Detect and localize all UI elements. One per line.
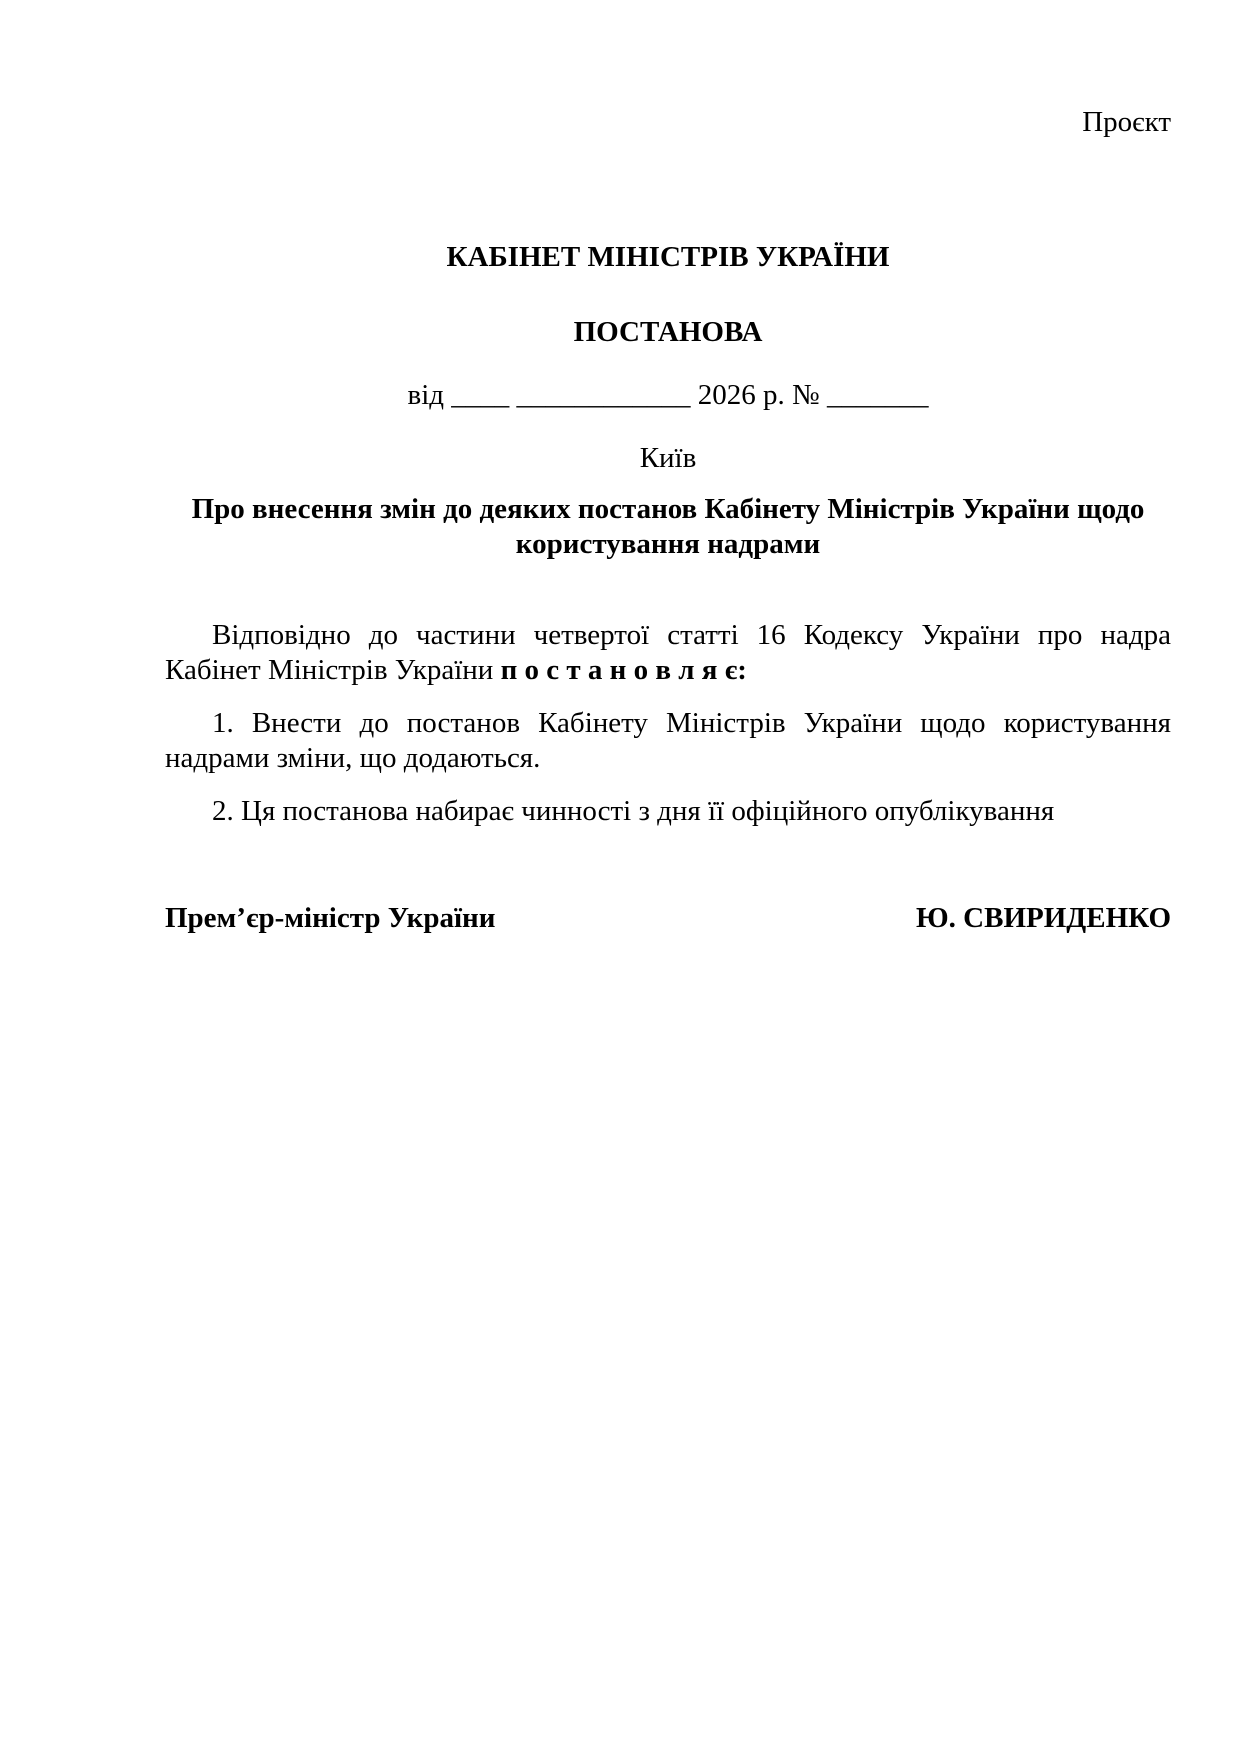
date-number-line: від ____ ____________ 2026 р. № _______: [407, 379, 929, 411]
preamble-resolves-text: п о с т а н о в л я є:: [500, 654, 747, 686]
resolution-item-1: 1. Внести до постанов Кабінету Міністрів України щодо користування надрами зміни, що додаються.: [165, 707, 1171, 774]
signatory-position: Прем’єр-міністр України: [165, 902, 496, 934]
organization-name: КАБІНЕТ МІНІСТРІВ УКРАЇНИ: [446, 241, 890, 273]
document-type-heading: ПОСТАНОВА: [573, 316, 763, 348]
city-name: Київ: [639, 442, 697, 474]
draft-label: Проєкт: [1082, 106, 1171, 138]
signature-block: [165, 901, 1171, 936]
resolution-item-2: 2. Ця постанова набирає чинності з дня її офіційного опублікування: [212, 795, 1055, 827]
document-title: Про внесення змін до деяких постанов Кабінету Міністрів України щодо користування надрами: [191, 493, 1145, 560]
preamble-paragraph: [165, 618, 1171, 688]
preamble-text: Відповідно до частини четвертої статті 16 Кодексу України про надра Кабінет Міністрів України: [165, 619, 1171, 686]
signatory-name: Ю. СВИРИДЕНКО: [916, 902, 1171, 934]
